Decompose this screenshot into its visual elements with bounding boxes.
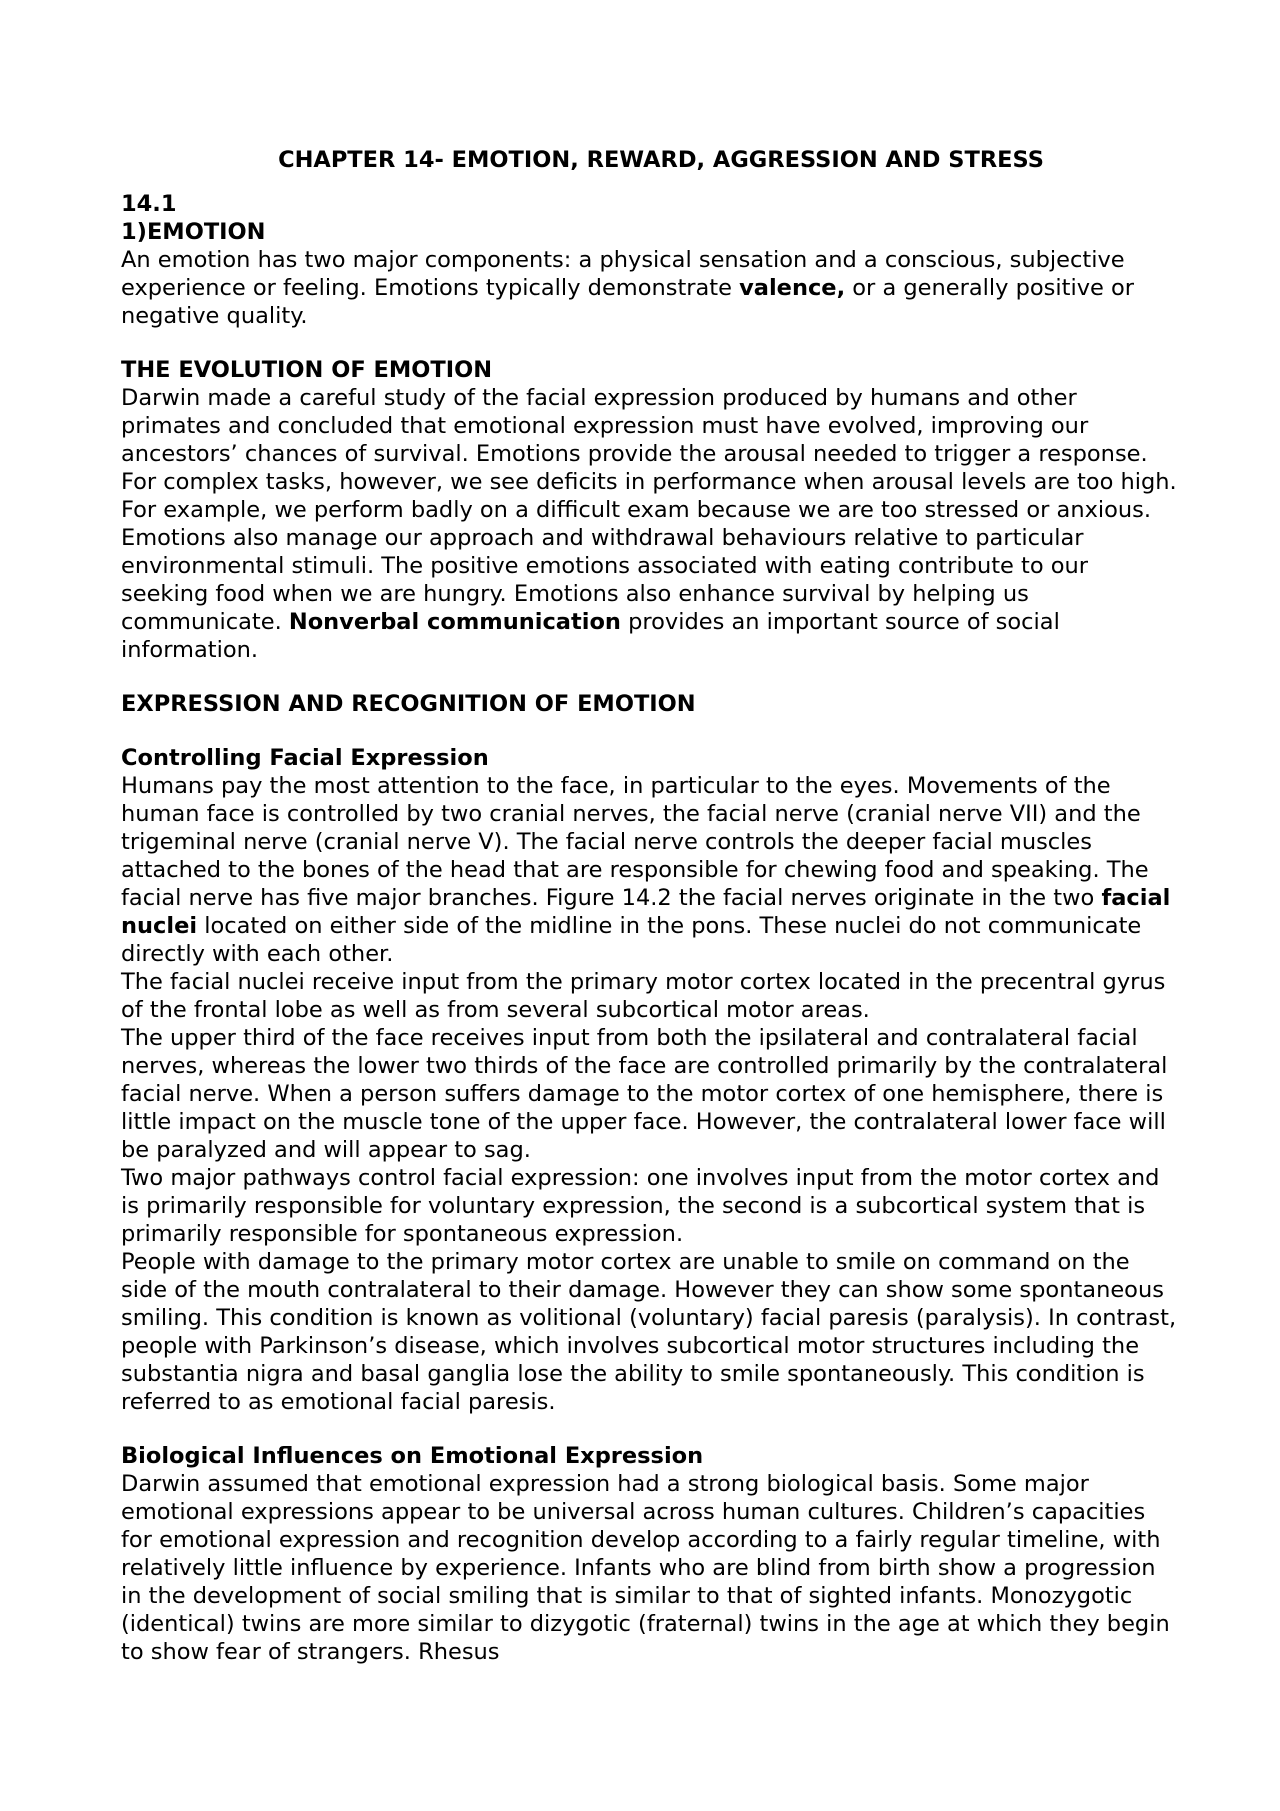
- evolution-text-b: provides an important source of social information.: [121, 609, 1060, 663]
- document-body: [121, 146, 1181, 1666]
- section-number: 14.1: [121, 191, 177, 217]
- evolution-paragraph-1: Darwin made a careful study of the facial expression produced by humans and other primates and concluded that emotional expression must have evolved, improving our ancestors’ chances of survival. Emotions provide the arousal needed to trigger a response. For complex tasks, however, we see deficits in performance when arousal levels are too high. For example, we perform badly on a difficult exam because we are too stressed or anxious.: [121, 385, 1177, 523]
- valence-term: valence,: [739, 275, 846, 301]
- facial-text-b: located on either side of the midline in the pons. These nuclei do not communicate directly with each other.: [121, 913, 1142, 967]
- facial-nuclei-term: facial nuclei: [121, 885, 1171, 939]
- section-title: 1)EMOTION: [121, 219, 266, 245]
- expression-heading: EXPRESSION AND RECOGNITION OF EMOTION: [121, 691, 696, 717]
- intro-text-b: or a generally positive or negative quality.: [121, 275, 1135, 329]
- intro-paragraph: [121, 246, 1181, 330]
- facial-paragraph-4: Two major pathways control facial expression: one involves input from the motor cortex and is primarily responsible for voluntary expression, the second is a subcortical system that is primarily responsible for spontaneous expression.: [121, 1165, 1160, 1247]
- spacer: [121, 1416, 1181, 1442]
- nonverbal-term: Nonverbal communication: [288, 609, 621, 635]
- spacer: [121, 664, 1181, 690]
- biological-paragraph-1: Darwin assumed that emotional expression had a strong biological basis. Some major emotional expressions appear to be universal across human cultures. Children’s capacities for emotional expression and recognition develop according to a fairly regular timeline, with relatively little influence by experience. Infants who are blind from birth show a progression in the development of social smiling that is similar to that of sighted infants. Monozygotic (identical) twins are more similar to dizygotic (fraternal) twins in the age at which they begin to show fear of strangers. Rhesus: [121, 1471, 1170, 1665]
- evolution-heading: THE EVOLUTION OF EMOTION: [121, 357, 493, 383]
- spacer: [121, 718, 1181, 744]
- biological-heading: Biological Influences on Emotional Expression: [121, 1443, 704, 1469]
- evolution-text-a: Emotions also manage our approach and withdrawal behaviours relative to particular environmental stimuli. The positive emotions associated with eating contribute to our seeking food when we are hungry. Emotions also enhance survival by helping us communicate.: [121, 525, 1089, 635]
- spacer: [121, 330, 1181, 356]
- facial-expression-heading: Controlling Facial Expression: [121, 745, 489, 771]
- intro-text-a: An emotion has two major components: a physical sensation and a conscious, subjective experience or feeling. Emotions typically demonstrate: [121, 247, 1125, 301]
- facial-paragraph-2: The facial nuclei receive input from the primary motor cortex located in the precentral gyrus of the frontal lobe as well as from several subcortical motor areas.: [121, 969, 1166, 1023]
- chapter-title: CHAPTER 14- EMOTION, REWARD, AGGRESSION AND STRESS: [278, 147, 1044, 173]
- facial-paragraph-3: The upper third of the face receives input from both the ipsilateral and contralateral facial nerves, whereas the lower two thirds of the face are controlled primarily by the contralateral facial nerve. When a person suffers damage to the motor cortex of one hemisphere, there is little impact on the muscle tone of the upper face. However, the contralateral lower face will be paralyzed and will appear to sag.: [121, 1025, 1168, 1163]
- facial-paragraph-1: [121, 772, 1181, 968]
- evolution-paragraph-2: [121, 524, 1181, 664]
- facial-paragraph-5: People with damage to the primary motor cortex are unable to smile on command on the side of the mouth contralateral to their damage. However they can show some spontaneous smiling. This condition is known as volitional (voluntary) facial paresis (paralysis). In contrast, people with Parkinson’s disease, which involves subcortical motor structures including the substantia nigra and basal ganglia lose the ability to smile spontaneously. This condition is referred to as emotional facial paresis.: [121, 1249, 1177, 1415]
- facial-text-a: Humans pay the most attention to the face, in particular to the eyes. Movements of the human face is controlled by two cranial nerves, the facial nerve (cranial nerve VII) and the trigeminal nerve (cranial nerve V). The facial nerve controls the deeper facial muscles attached to the bones of the head that are responsible for chewing food and speaking. The facial nerve has five major branches. Figure 14.2 the facial nerves originate in the two: [121, 773, 1149, 911]
